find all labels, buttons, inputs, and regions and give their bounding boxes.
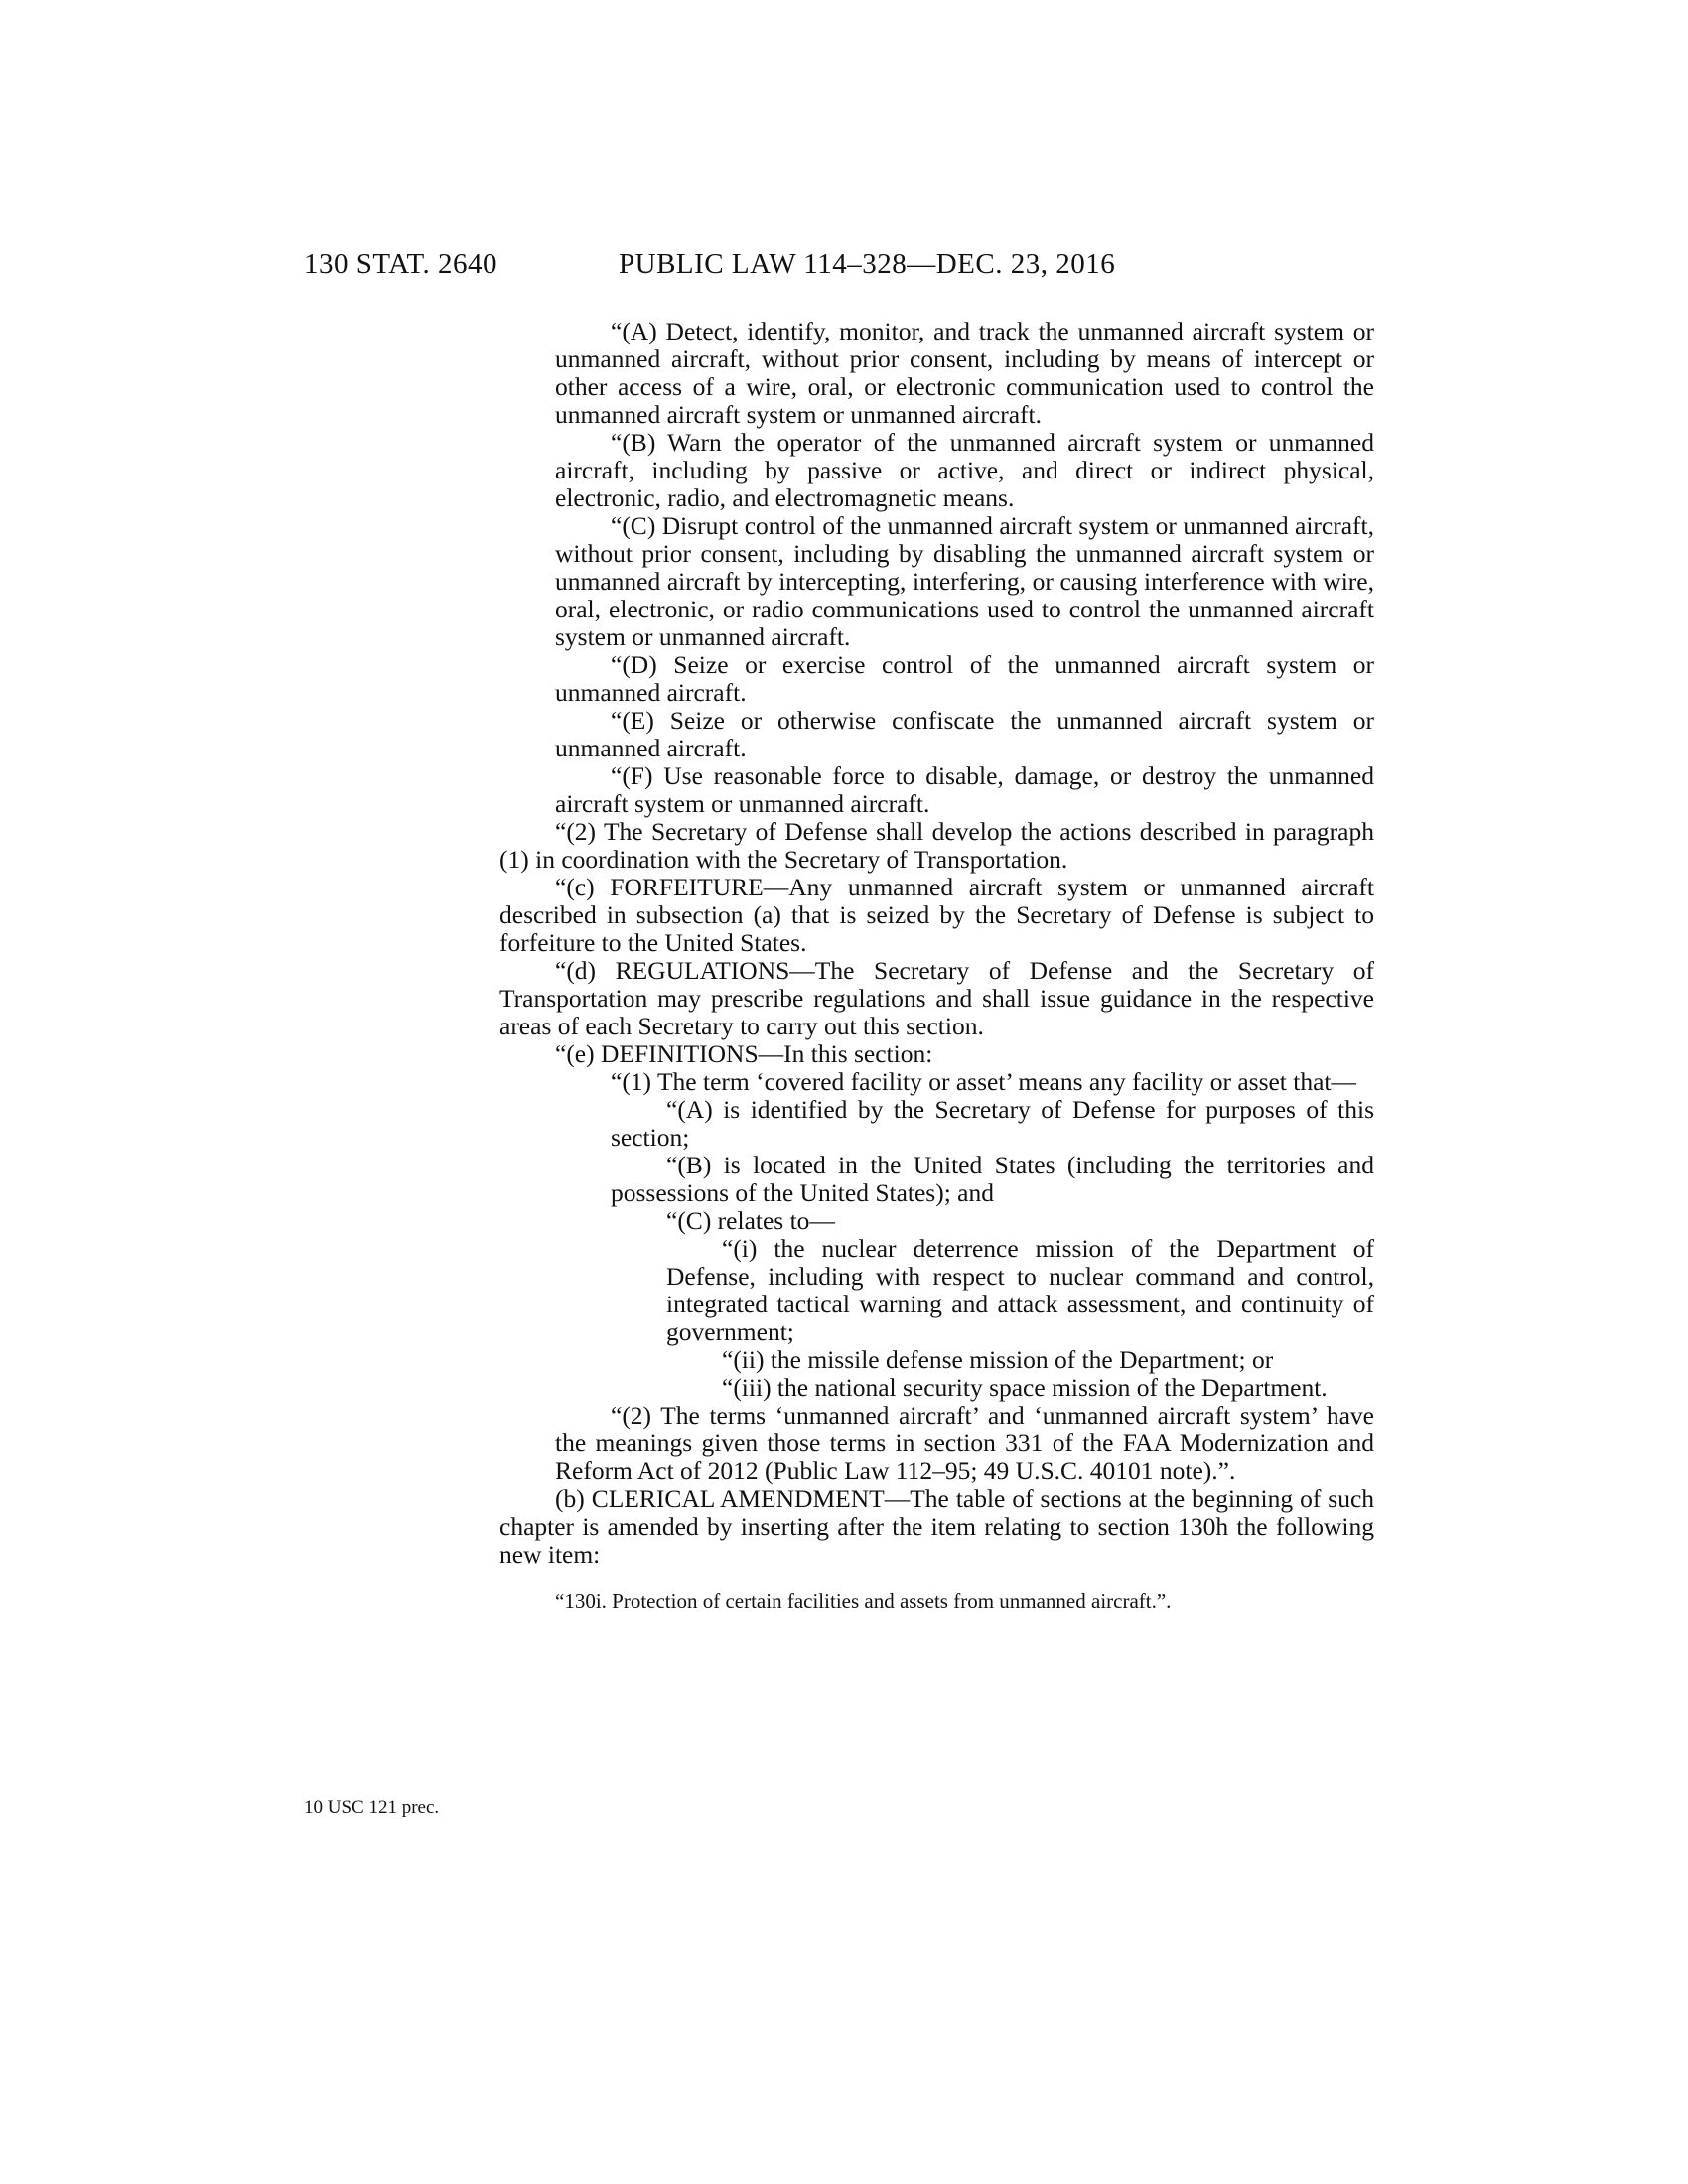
paragraph-C: “(C) Disrupt control of the unmanned aircraft system or unmanned aircraft, without prior consent, including by disabling the unmanned aircraft system or unmanned aircraft by intercepting, interfering, or causing interference with wire, oral, electronic, or radio communications used to control the unmanned aircraft system or unmanned aircraft. <box>555 511 1374 651</box>
subsection-c-text: —Any unmanned aircraft system or unmanned aircraft described in subsection (a) that is seized by the Secretary of Defense is subject to forfeiture to the United States. <box>499 873 1374 957</box>
subsection-b-text: —The table of sections at the beginning of such chapter is amended by inserting after the item relating to section 130h the following new item: <box>499 1484 1375 1569</box>
subsection-b-prefix: (b) <box>555 1484 592 1513</box>
definition-1-C-i: “(i) the nuclear deterrence mission of the Department of Defense, including with respect to nuclear command and control, integrated tactical warning and attack assessment, and continuity of government; <box>666 1234 1374 1346</box>
subsection-e-heading: DEFINITIONS <box>601 1039 759 1068</box>
law-title: PUBLIC LAW 114–328—DEC. 23, 2016 <box>619 248 1116 280</box>
subsection-c-prefix: “(c) <box>555 873 611 901</box>
statute-reference: 130 STAT. 2640 <box>304 248 498 280</box>
subsection-e <box>499 1040 1374 1068</box>
subsection-d-prefix: “(d) <box>555 956 616 985</box>
paragraph-B: “(B) Warn the operator of the unmanned aircraft system or unmanned aircraft, including by passive or active, and direct or indirect physical, electronic, radio, and electromagnetic means. <box>555 428 1374 512</box>
paragraph-F: “(F) Use reasonable force to disable, damage, or destroy the unmanned aircraft system or unmanned aircraft. <box>555 761 1374 818</box>
subsection-e-text: —In this section: <box>758 1039 933 1068</box>
page-header <box>0 248 1688 288</box>
paragraph-D: “(D) Seize or exercise control of the unmanned aircraft system or unmanned aircraft. <box>555 650 1374 707</box>
table-of-sections-item: “130i. Protection of certain facilities and assets from unmanned aircraft.”. <box>555 1589 1172 1613</box>
paragraph-E: “(E) Seize or otherwise confiscate the unmanned aircraft system or unmanned aircraft. <box>555 706 1374 762</box>
definition-1-C-iii: “(iii) the national security space mission of the Department. <box>722 1373 1328 1402</box>
definition-1-C-ii: “(ii) the missile defense mission of the Department; or <box>722 1345 1274 1374</box>
subsection-c <box>499 874 1374 957</box>
subsection-c-heading: FORFEITURE <box>610 873 764 901</box>
margin-note-citation: 10 USC 121 prec. <box>304 1797 440 1818</box>
definition-2: “(2) The terms ‘unmanned aircraft’ and ‘unmanned aircraft system’ have the meanings given those terms in section 331 of the FAA Modernization and Reform Act of 2012 (Public Law 112–95; 49 U.S.C. 40101 note).”. <box>555 1401 1374 1485</box>
subsection-b-clerical <box>499 1485 1374 1569</box>
subsection-b-heading: CLERICAL AMENDMENT <box>591 1484 885 1513</box>
definition-1-A: “(A) is identified by the Secretary of Defense for purposes of this section; <box>611 1095 1374 1152</box>
document-body <box>499 318 1374 1614</box>
subsection-d-heading: REGULATIONS <box>615 956 790 985</box>
subsection-d <box>499 957 1374 1040</box>
subsection-e-prefix: “(e) <box>555 1039 601 1068</box>
definition-1-B: “(B) is located in the United States (including the territories and possessions of the United States); and <box>611 1151 1374 1207</box>
paragraph-2: “(2) The Secretary of Defense shall develop the actions described in paragraph (1) in coordination with the Secretary of Transportation. <box>499 817 1374 874</box>
definition-1: “(1) The term ‘covered facility or asset’ means any facility or asset that— <box>611 1067 1357 1096</box>
subsection-d-text: —The Secretary of Defense and the Secretary of Transportation may prescribe regulations and shall issue guidance in the respective areas of each Secretary to carry out this section. <box>499 956 1374 1040</box>
paragraph-A: “(A) Detect, identify, monitor, and track the unmanned aircraft system or unmanned aircraft, without prior consent, including by means of intercept or other access of a wire, oral, or electronic communication used to control the unmanned aircraft system or unmanned aircraft. <box>555 317 1374 429</box>
definition-1-C: “(C) relates to— <box>666 1206 835 1235</box>
